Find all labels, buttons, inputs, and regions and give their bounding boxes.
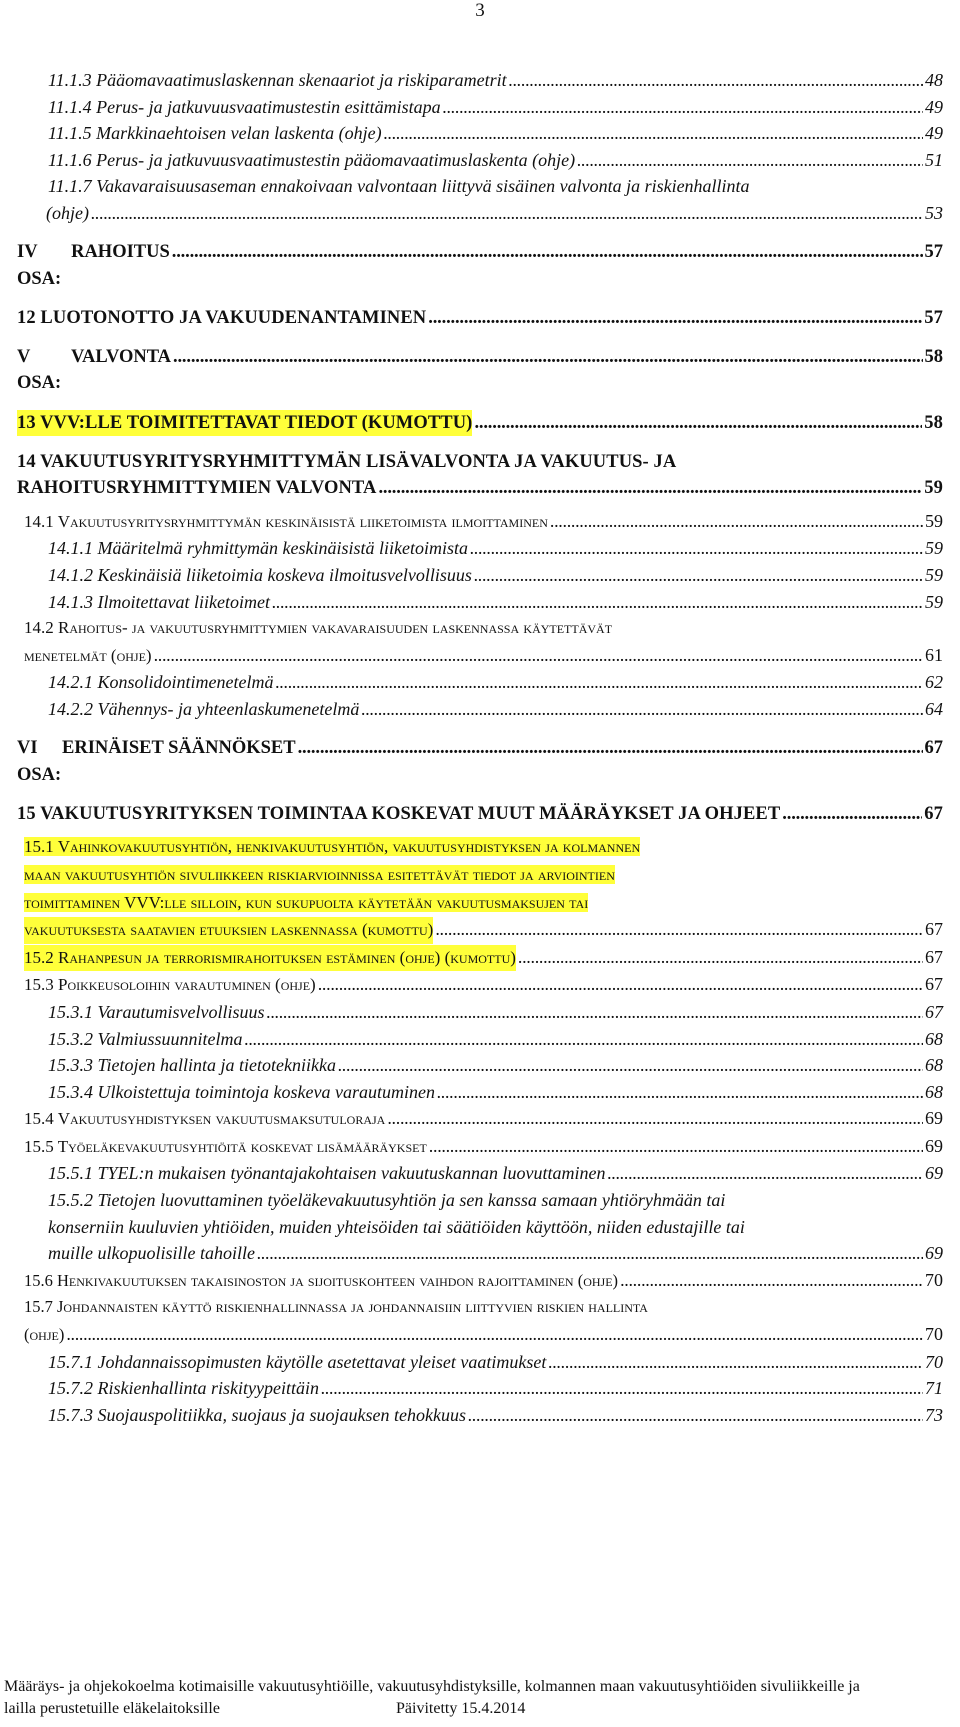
toc-title-highlighted: 13 VVV:LLE TOIMITETTAVAT TIEDOT (KUMOTTU): [17, 410, 472, 437]
toc-title-line: 11.1.7 Vakavaraisuusaseman ennakoivaan valvontaan liittyvä sisäinen valvonta ja riskienhallinta: [48, 176, 750, 197]
toc-page: 51: [925, 149, 943, 170]
toc-entry-15-3-4[interactable]: [0, 1079, 943, 1106]
toc-page: 49: [925, 96, 943, 117]
toc-page: 53: [925, 202, 943, 223]
toc-page: 67: [924, 803, 943, 824]
toc-title: 15.3.3 Tietojen hallinta ja tietotekniikka: [48, 1055, 336, 1076]
footer-updated-date: Päivitetty 15.4.2014: [396, 1700, 526, 1717]
toc-title-line-highlighted: vakuutuksesta saatavien etuuksien laskennassa (kumottu): [24, 917, 433, 944]
toc-entry-15-1[interactable]: [0, 833, 943, 943]
toc-title-line-highlighted: maan vakuutusyhtiön sivuliikkeen riskiarvioinnissa esitettävät tiedot ja arviointien: [24, 864, 615, 884]
toc-title: RAHOITUS: [71, 242, 170, 263]
toc-page: 73: [925, 1404, 943, 1425]
page-footer: [0, 1676, 960, 1720]
toc-entry-15-4[interactable]: [0, 1105, 943, 1133]
toc-title-line: 15.7 Johdannaisten käyttö riskienhallinnassa ja johdannaisiin liittyvien riskien hallinta: [24, 1297, 648, 1317]
toc-page: 61: [925, 644, 943, 665]
part-label: VI OSA:: [17, 738, 62, 785]
toc-entry-13[interactable]: [0, 410, 943, 437]
toc-title-line: (ohje): [24, 1325, 65, 1345]
toc-entry-15-3-3[interactable]: [0, 1052, 943, 1079]
toc-title-line: (ohje): [46, 202, 89, 223]
toc-page: 59: [925, 510, 943, 531]
toc-title: 14.1.2 Keskinäisiä liiketoimia koskeva ilmoitusvelvollisuus: [48, 565, 472, 585]
toc-title-line: menetelmät (ohje): [24, 645, 152, 665]
toc-page: 68: [925, 1055, 943, 1076]
toc-entry-15-3[interactable]: [0, 971, 943, 999]
toc-title: 15.7.1 Johdannaissopimusten käytölle asetettavat yleiset vaatimukset: [48, 1351, 547, 1372]
toc-entry-15-7[interactable]: [0, 1294, 943, 1348]
toc-entry-14-2[interactable]: [0, 615, 943, 669]
toc-page: 48: [925, 70, 943, 90]
toc-page: 57: [924, 307, 943, 328]
footer-line2: laillа perustetuille eläkelaitoksille: [4, 1700, 220, 1717]
toc-part-v[interactable]: [0, 344, 943, 397]
part-label: V OSA:: [17, 346, 62, 394]
toc-entry-14-2-2[interactable]: [0, 696, 943, 723]
toc-page: 68: [925, 1081, 943, 1102]
toc-page: 67: [925, 974, 943, 995]
toc-entry-14-1-1[interactable]: [0, 535, 943, 562]
toc-page: 69: [925, 1135, 943, 1156]
toc-entry-15-7-1[interactable]: [0, 1349, 943, 1376]
toc-title-line-highlighted: 15.1 Vahinkovakuutusyhtiön, henkivakuutusyhtiön, vakuutusyhdistyksen ja kolmannen: [24, 837, 641, 857]
toc-entry-11-1-5[interactable]: [0, 120, 943, 147]
toc-entry-15-5-2[interactable]: [0, 1187, 943, 1267]
toc-title: 15.3.1 Varautumisvelvollisuus: [48, 1001, 265, 1022]
toc-page: 57: [924, 242, 943, 263]
toc-page: 67: [925, 919, 943, 940]
toc-title: 15.6 Henkivakuutuksen takaisinoston ja sijoituskohteen vaihdon rajoittaminen (ohje): [24, 1270, 619, 1290]
part-label: IV OSA:: [17, 242, 62, 289]
toc-entry-11-1-6[interactable]: [0, 147, 943, 174]
toc-page: 69: [925, 1108, 943, 1129]
toc-entry-14-2-1[interactable]: [0, 669, 943, 696]
toc-entry-15-7-2[interactable]: [0, 1375, 943, 1402]
toc-title-line: muille ulkopuolisille tahoille: [48, 1243, 255, 1264]
toc-entry-15-6[interactable]: [0, 1267, 943, 1295]
toc-title: 15.7.2 Riskienhallinta riskityypeittäin: [48, 1378, 319, 1399]
toc-title-line: 14.2 Rahoitus- ja vakuutusryhmittymien vakavaraisuuden laskennassa käytettävät: [24, 618, 613, 638]
toc-title: 15.4 Vakuutusyhdistyksen vakuutusmaksutuloraja: [24, 1109, 386, 1129]
toc-title: 15.3.4 Ulkoistettuja toimintoja koskeva varautuminen: [48, 1081, 435, 1102]
toc-entry-15-3-2[interactable]: [0, 1026, 943, 1053]
toc-entry-12[interactable]: [0, 305, 943, 332]
toc-entry-14[interactable]: [0, 449, 943, 502]
toc-entry-15[interactable]: [0, 801, 943, 828]
toc-title: ERINÄISET SÄÄNNÖKSET: [62, 738, 296, 759]
toc-entry-14-1-2[interactable]: [0, 562, 943, 589]
toc-page: 68: [925, 1028, 943, 1049]
toc-page: 58: [924, 412, 943, 433]
toc-entry-14-1[interactable]: [0, 508, 943, 536]
toc-title: 14.2.1 Konsolidointimenetelmä: [48, 672, 274, 693]
toc-title: 15.3 Poikkeusoloihin varautuminen (ohje): [24, 975, 316, 995]
toc-page: 62: [925, 672, 943, 693]
toc-title: 11.1.4 Perus- ja jatkuvuusvaatimustestin esittämistapa: [48, 96, 441, 117]
toc-entry-11-1-4[interactable]: [0, 94, 943, 121]
toc-title: 14.1 Vakuutusyritysryhmittymän keskinäisistä liiketoimista ilmoittaminen: [24, 511, 548, 531]
toc-page: 59: [925, 565, 943, 585]
toc-page: 59: [924, 478, 943, 499]
toc-title: 15.5.1 TYEL:n mukaisen työnantajakohtaisen vakuutuskannan luovuttaminen: [48, 1163, 606, 1184]
toc-title: 11.1.3 Pääomavaatimuslaskennan skenaariot ja riskiparametrit: [48, 70, 507, 90]
toc-title: 15 VAKUUTUSYRITYKSEN TOIMINTAA KOSKEVAT MUUT MÄÄRÄYKSET JA OHJEET: [17, 803, 781, 824]
toc-title-line: RAHOITUSRYHMITTYMIEN VALVONTA: [17, 478, 377, 499]
toc-title-line: 14 VAKUUTUSYRITYSRYHMITTYMÄN LISÄVALVONTA JA VAKUUTUS- JA: [17, 451, 677, 472]
toc-page: 64: [925, 698, 943, 719]
toc-entry-15-3-1[interactable]: [0, 999, 943, 1026]
footer-line1: Määräys- ja ohjekokoelma kotimaisille vakuutusyhtiöille, vakuutusyhdistyksille, kolmannen maan vakuutusyhtiöiden sivuliikkeille ja: [4, 1678, 860, 1695]
toc-entry-15-7-3[interactable]: [0, 1402, 943, 1429]
toc-title: 15.3.2 Valmiussuunnitelma: [48, 1028, 243, 1049]
toc-part-iv[interactable]: [0, 239, 943, 292]
toc-page: 59: [925, 538, 943, 559]
toc-title-line: konserniin kuuluvien yhtiöiden, muiden yhteisöiden tai säätiöiden käyttöön, niiden edustajille tai: [48, 1216, 745, 1237]
toc-title-line: 15.5.2 Tietojen luovuttaminen työeläkevakuutusyhtiön ja sen kanssa samaan yhtiöryhmään tai: [48, 1190, 726, 1211]
toc-entry-15-5[interactable]: [0, 1133, 943, 1161]
toc-title: 15.7.3 Suojauspolitiikka, suojaus ja suojauksen tehokkuus: [48, 1404, 466, 1425]
toc-title: 14.1.3 Ilmoitettavat liiketoimet: [48, 591, 270, 612]
toc-page: 49: [925, 123, 943, 144]
toc-title: 15.5 Työeläkevakuutusyhtiöitä koskevat lisämääräykset: [24, 1136, 427, 1156]
toc-page: 69: [925, 1163, 943, 1184]
toc-entry-11-1-7[interactable]: [0, 173, 943, 226]
toc-title: 14.2.2 Vähennys- ja yhteenlaskumenetelmä: [48, 698, 360, 719]
toc-title-line-highlighted: toimittaminen VVV:lle silloin, kun sukupuolta käytetään vakuutusmaksujen tai: [24, 892, 589, 912]
toc-title-highlighted: 15.2 Rahanpesun ja terrorismirahoituksen estäminen (ohje) (kumottu): [24, 945, 516, 972]
toc-title: 14.1.1 Määritelmä ryhmittymän keskinäisistä liiketoimista: [48, 538, 468, 559]
toc-title: 11.1.6 Perus- ja jatkuvuusvaatimustestin pääomavaatimuslaskenta (ohje): [48, 149, 576, 170]
toc-title: 11.1.5 Markkinaehtoisen velan laskenta (ohje): [48, 123, 382, 144]
toc-page: 69: [925, 1243, 943, 1264]
toc-page: 67: [925, 1001, 943, 1022]
toc-page: 59: [925, 591, 943, 612]
toc-title: 12 LUOTONOTTO JA VAKUUDENANTAMINEN: [17, 307, 427, 328]
toc-page: 71: [925, 1378, 943, 1399]
page-number: 3: [475, 0, 485, 21]
toc-page: 70: [925, 1324, 943, 1345]
toc-entry-14-1-3[interactable]: [0, 589, 943, 616]
toc-page: 58: [924, 346, 943, 367]
toc-page: 70: [925, 1269, 943, 1290]
table-of-contents: [0, 67, 960, 1428]
toc-title: VALVONTA: [70, 346, 172, 367]
toc-entry-15-2[interactable]: [0, 944, 943, 972]
toc-page: 70: [925, 1351, 943, 1372]
toc-entry-11-1-3[interactable]: [0, 67, 943, 94]
toc-entry-15-5-1[interactable]: [0, 1160, 943, 1187]
toc-page: 67: [924, 738, 943, 759]
toc-part-vi[interactable]: [0, 735, 943, 788]
toc-page: 67: [925, 946, 943, 967]
